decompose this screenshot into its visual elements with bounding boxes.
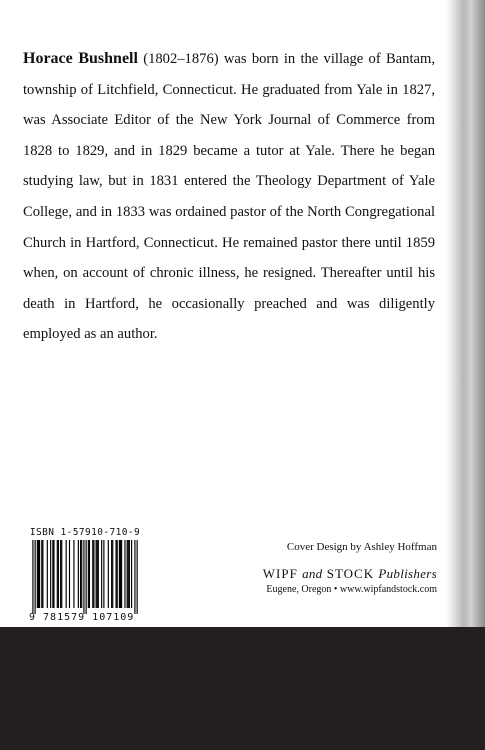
author-biography	[23, 44, 435, 350]
barcode-bar	[69, 540, 70, 608]
barcode-bar	[98, 540, 99, 608]
barcode-image	[29, 540, 141, 614]
barcode-bar	[127, 540, 128, 608]
barcode-bar	[128, 540, 129, 608]
barcode-bar	[39, 540, 40, 608]
barcode-bar	[50, 540, 51, 608]
barcode-bar	[61, 540, 62, 608]
barcode-digits: 9 781579 107109	[29, 612, 135, 623]
barcode-bar	[83, 540, 84, 614]
barcode-bar	[112, 540, 113, 608]
publisher-name-part: and	[302, 566, 323, 581]
barcode-bar	[32, 540, 33, 614]
barcode-bar	[81, 540, 82, 608]
barcode-bar	[97, 540, 98, 608]
barcode-bar	[96, 540, 97, 608]
barcode-bar	[120, 540, 121, 608]
publisher-name-part: WIPF	[262, 566, 303, 581]
barcode-bar	[119, 540, 120, 608]
barcode-bar	[80, 540, 81, 608]
barcode-bar	[115, 540, 116, 608]
publisher-name	[263, 566, 437, 582]
barcode-bar	[129, 540, 130, 608]
barcode-bar	[47, 540, 48, 608]
publisher-name-part: Publishers	[378, 566, 437, 581]
biography-text: (1802–1876) was born in the village of Bantam, township of Litchfield, Connecticut. He graduated from Yale in 1827, was Associate Editor of the New York Journal of Commerce from 1828 to 1829, and in 1829 became a tutor at Yale. There he began studying law, but in 1831 entered the Theology Department of Yale College, and in 1833 was ordained pastor of the North Congregational Church in Hartford, Connecticut. He remained pastor there until 1859 when, on account of chronic illness, he resigned. Thereafter until his death in Hartford, he occasionally preached and was diligently employed as an author.	[23, 51, 435, 343]
barcode-bar	[124, 540, 125, 608]
barcode-bar	[37, 540, 38, 608]
barcode-bar	[111, 540, 112, 608]
barcode-bar	[66, 540, 67, 608]
publisher-credits	[263, 541, 437, 595]
cover-design-credit: Cover Design by Ashley Hoffman	[286, 541, 437, 553]
author-name: Horace Bushnell	[23, 50, 138, 67]
barcode-bar	[57, 540, 58, 608]
barcode-bar	[108, 540, 109, 608]
barcode-bar	[38, 540, 39, 608]
barcode-bar	[101, 540, 102, 608]
barcode-block	[29, 527, 141, 623]
barcode-bar	[131, 540, 132, 608]
barcode-bar	[41, 540, 42, 608]
barcode-bar	[88, 540, 89, 608]
barcode-bar	[103, 540, 104, 608]
barcode-bar	[137, 540, 138, 614]
barcode-bar	[58, 540, 59, 608]
barcode-bar	[60, 540, 61, 608]
barcode-bar	[93, 540, 94, 608]
publisher-name-part: STOCK	[322, 566, 379, 581]
publisher-address: Eugene, Oregon • www.wipfandstock.com	[266, 584, 437, 595]
barcode-bar	[117, 540, 118, 608]
barcode-bar	[121, 540, 122, 608]
bottom-band	[0, 627, 485, 750]
barcode-bar	[92, 540, 93, 608]
barcode-bar	[89, 540, 90, 608]
isbn-label: ISBN 1-57910-710-9	[29, 527, 141, 538]
edge-gradient	[446, 0, 485, 627]
barcode-bar	[35, 540, 36, 614]
barcode-bar	[42, 540, 43, 608]
barcode-bar	[73, 540, 74, 608]
barcode-bar	[52, 540, 53, 608]
barcode-bar	[86, 540, 87, 614]
barcode-bar	[78, 540, 79, 608]
barcode-bar	[53, 540, 54, 608]
barcode-bar	[134, 540, 135, 614]
